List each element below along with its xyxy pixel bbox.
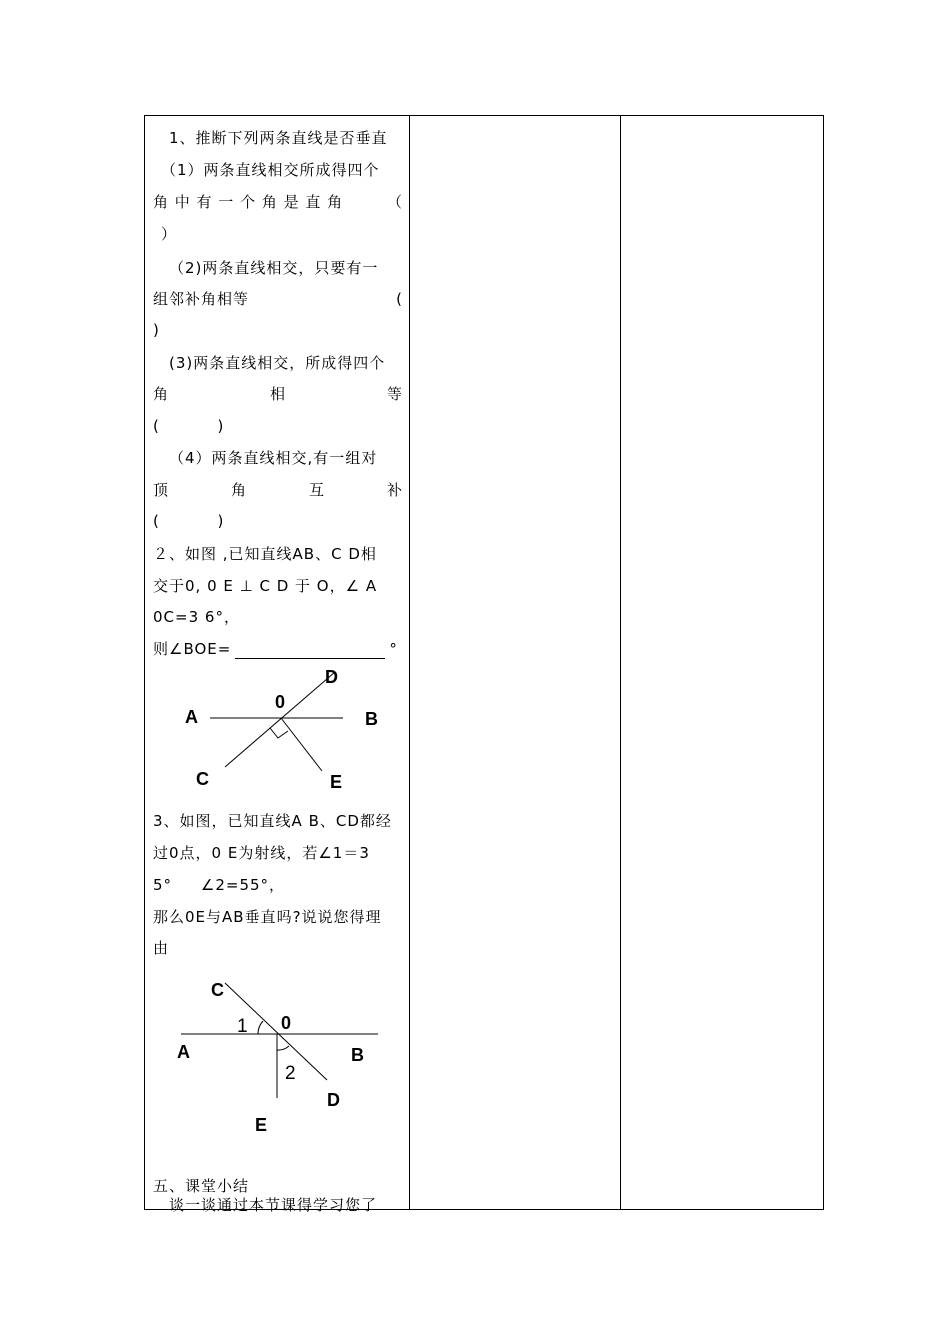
q2-label-d: D (325, 667, 338, 687)
q2-line3: 0C=3 6°， (153, 608, 240, 626)
q1-item2-line2 (153, 289, 403, 309)
q1-item1-line1: （1）两条直线相交所成得四个 (161, 161, 380, 179)
q1-item4-word: 顶 (153, 481, 170, 499)
q1-item3-paren: ( ) (153, 417, 225, 435)
q2-answer-blank[interactable] (235, 644, 385, 659)
q2-label-c: C (196, 769, 209, 789)
q2-label-b: B (365, 709, 378, 729)
q1-item3-word: 角 (153, 385, 170, 403)
q1-item4-line1: （4）两条直线相交,有一组对 (169, 449, 378, 467)
q3-label-1: 1 (237, 1016, 248, 1037)
q3-line3: 5° ∠2=55°， (153, 876, 286, 894)
q3-label-c: C (211, 980, 224, 1000)
q3-line5: 由 (153, 939, 170, 957)
q2-label-e: E (330, 772, 343, 792)
q1-item4-word: 角 (230, 481, 247, 499)
q3-line4: 那么0E与AB垂直吗?说说您得理 (153, 908, 382, 926)
q3-label-a: A (177, 1042, 190, 1062)
q2-label-o: 0 (275, 692, 286, 712)
q1-item3-line1: (3)两条直线相交，所成得四个 (169, 354, 386, 372)
q3-label-b: B (351, 1045, 364, 1065)
q3-label-d: D (327, 1090, 340, 1110)
column-divider-1 (409, 116, 410, 1209)
q1-item2-close-paren: ) (153, 321, 160, 339)
q2-line4 (153, 639, 403, 659)
q1-item4-word: 互 (308, 481, 325, 499)
q2-answer-suffix: ° (389, 640, 398, 658)
q1-item1-statement: 角 中 有 一 个 角 是 直 角 (153, 193, 344, 211)
q1-item4-line2 (153, 480, 403, 500)
q1-item3-word: 相 (269, 385, 286, 403)
section5-line1: 谈一谈通过本节课得学习您了 (169, 1196, 378, 1214)
q1-item2-line1: （2)两条直线相交，只要有一 (169, 259, 379, 277)
q1-item3-word: 等 (386, 385, 403, 403)
q3-line1: 3、如图，已知直线A B、CD都经 (153, 812, 392, 830)
q1-item4-paren: ( ) (153, 512, 225, 530)
q3-label-o: 0 (281, 1013, 292, 1033)
q1-title: 1、推断下列两条直线是否垂直 (169, 129, 388, 147)
q3-label-2: 2 (285, 1063, 296, 1084)
q1-item1-open-paren: （ (386, 193, 403, 211)
q1-item3-line2 (153, 384, 403, 404)
lesson-table (144, 115, 824, 1214)
q1-item2-open-paren: ( (396, 290, 403, 308)
section5-title: 五、课堂小结 (153, 1177, 250, 1195)
q2-answer-prefix: 则∠BOE= (153, 640, 232, 658)
q3-figure (165, 971, 400, 1151)
q1-item2-statement: 组邻补角相等 (153, 290, 250, 308)
q1-item1-close-paren: ） (161, 225, 178, 243)
column-divider-2 (620, 116, 621, 1209)
q2-line2: 交于0, 0 E ⊥ C D 于 O，∠ A (153, 577, 378, 595)
q1-item1-line2 (153, 192, 403, 212)
q1-item4-word: 补 (386, 481, 403, 499)
q3-label-e: E (255, 1115, 268, 1135)
q2-figure (175, 661, 400, 801)
q2-line1: ２、如图 ,已知直线AB、C D相 (153, 545, 377, 563)
q3-line2: 过0点，0 E为射线，若∠1＝3 (153, 844, 370, 862)
q2-label-a: A (185, 707, 198, 727)
